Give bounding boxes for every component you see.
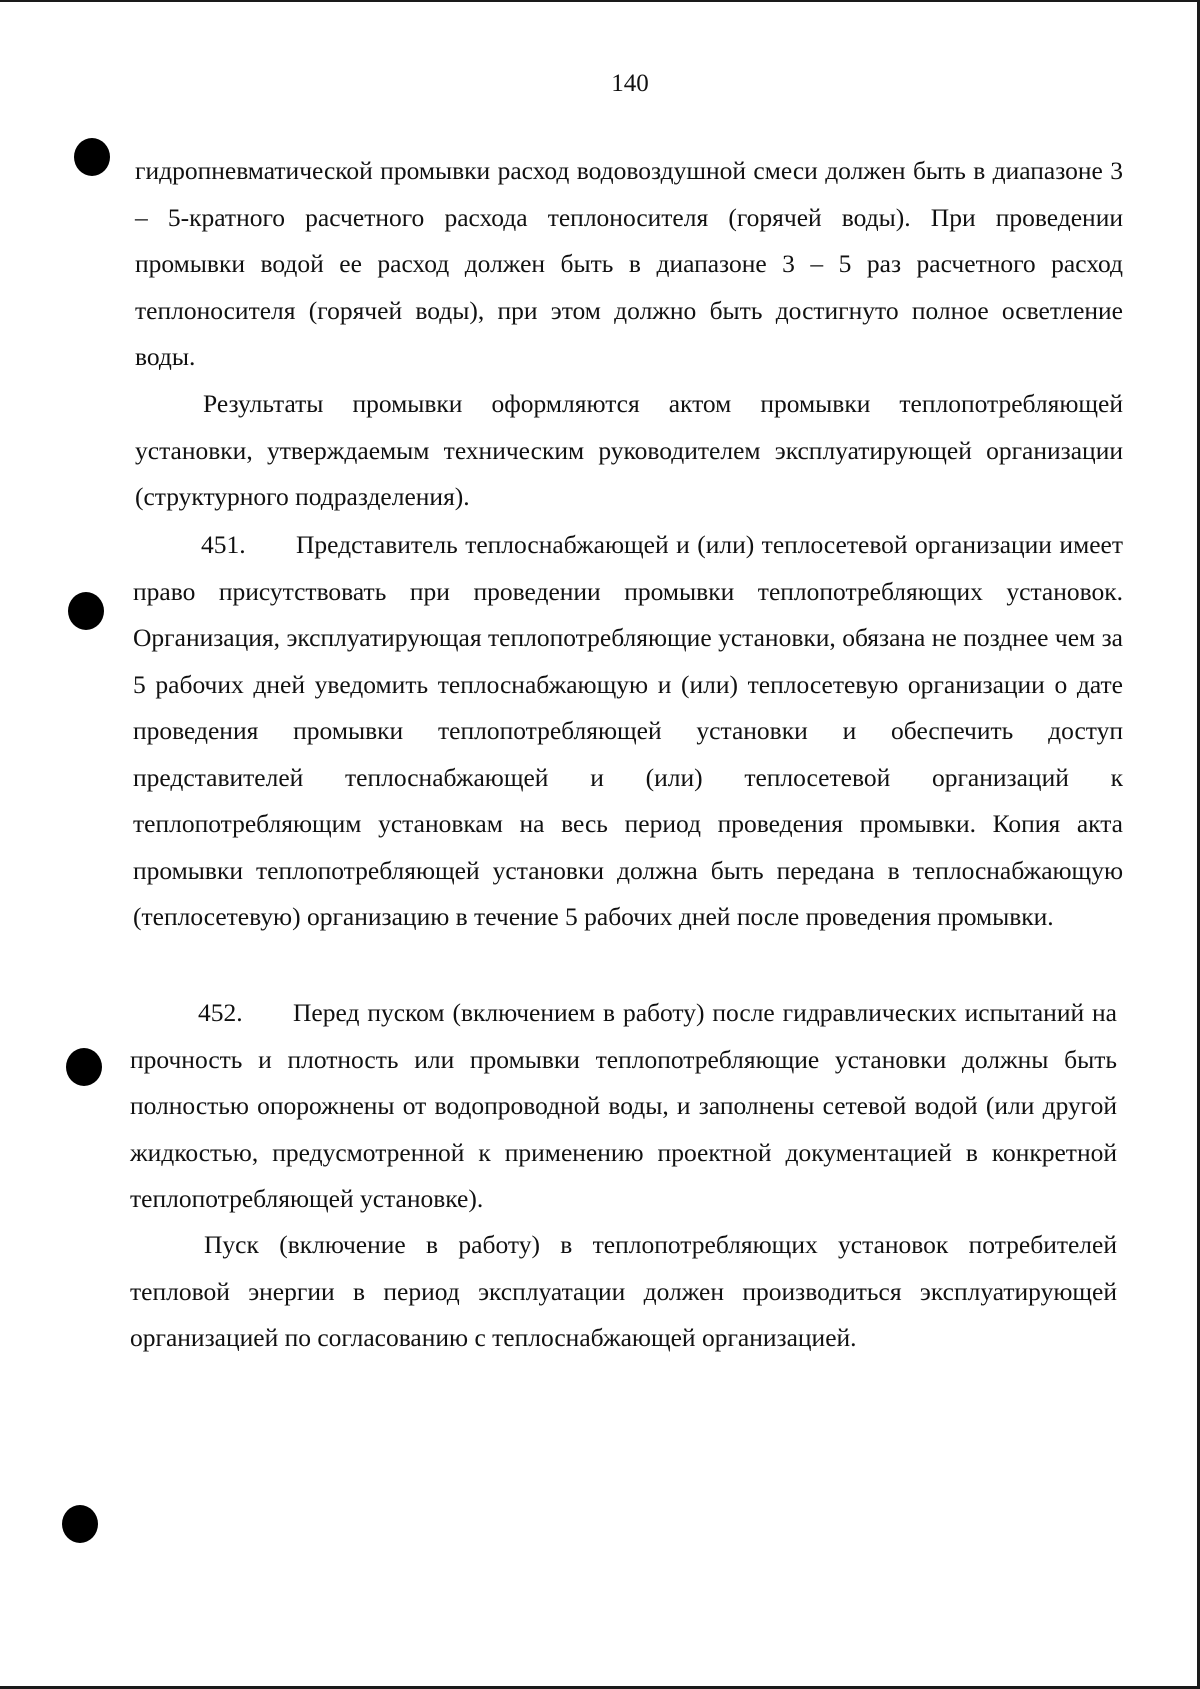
- paragraph-startup: [130, 1222, 1117, 1362]
- paragraph-text: Результаты промывки оформляются актом промывки теплопотребляющей установки, утверждаемым техническим руководителем эксплуатирующей организации (структурного подразделения).: [135, 389, 1123, 511]
- paragraph-text: Перед пуском (включением в работу) после гидравлических испытаний на прочность и плотность или промывки теплопотребляющие установки должны быть полностью опорожнены от водопроводной воды, и заполнены сетевой водой (или другой жидкостью, предусмотренной к применению проектной документацией в конкретной теплопотребляющей установке).: [130, 998, 1117, 1213]
- punch-hole: [68, 592, 104, 630]
- paragraph-text: Пуск (включение в работу) в теплопотребляющих установок потребителей тепловой энергии в период эксплуатации должен производиться эксплуатирующей организацией по согласованию с теплоснабжающей организацией.: [130, 1230, 1117, 1352]
- punch-hole: [62, 1505, 98, 1543]
- page-number: 140: [611, 70, 649, 97]
- punch-hole: [74, 138, 110, 176]
- paragraph-text: Представитель теплоснабжающей и (или) теплосетевой организации имеет право присутствовать при проведении промывки теплопотребляющих установок. Организация, эксплуатирующая теплопотребляющие установки, обязана не позднее чем за 5 рабочих дней уведомить теплоснабжающую и (или) теплосетевую организации о дате проведения промывки теплопотребляющей установки и обеспечить доступ представителей теплоснабжающей и (или) теплосетевой организаций к теплопотребляющим установкам на весь период проведения промывки. Копия акта промывки теплопотребляющей установки должна быть передана в теплоснабжающую (теплосетевую) организацию в течение 5 рабочих дней после проведения промывки.: [133, 530, 1123, 931]
- clause-451: [133, 522, 1123, 941]
- clause-452: [130, 990, 1117, 1223]
- paragraph-text: гидропневматической промывки расход водовоздушной смеси должен быть в диапазоне 3 – 5-кратного расчетного расхода теплоносителя (горячей воды). При проведении промывки водой ее расход должен быть в диапазоне 3 – 5 раз расчетного расход теплоносителя (горячей воды), при этом должно быть достигнуто полное осветление воды.: [135, 156, 1123, 371]
- paragraph-continuation: [135, 148, 1123, 381]
- paragraph-results: [135, 381, 1123, 521]
- punch-hole: [66, 1048, 102, 1086]
- clause-number: 451.: [201, 530, 246, 559]
- clause-number: 452.: [198, 998, 243, 1027]
